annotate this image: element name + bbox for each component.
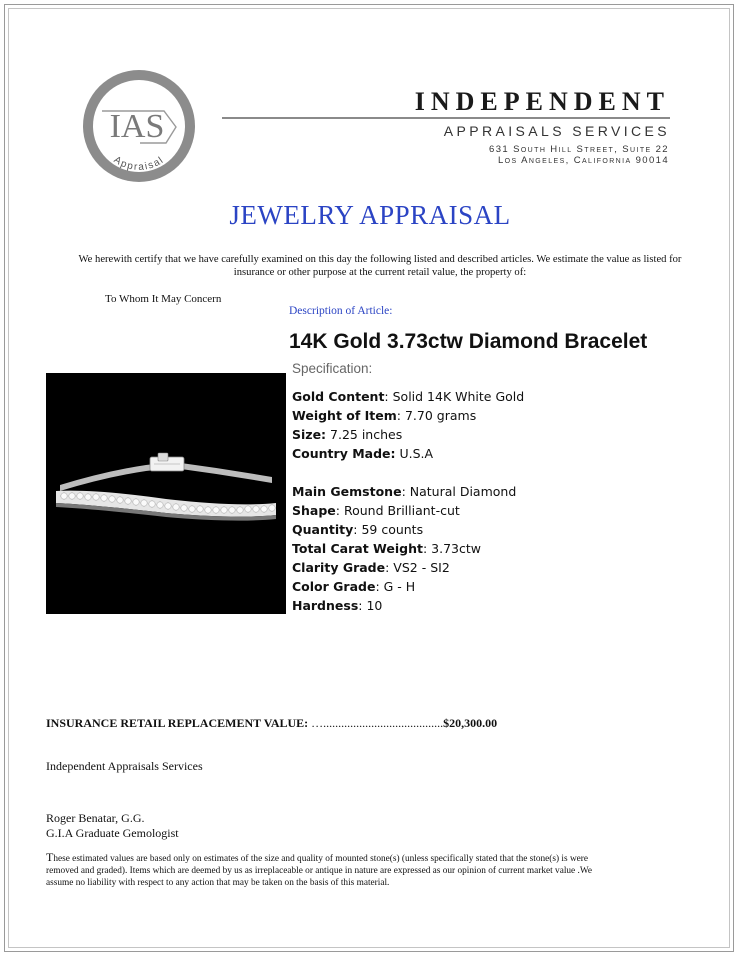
header-rule [222, 117, 670, 119]
spec-quantity: Quantity: 59 counts [292, 522, 424, 537]
disclaimer [46, 851, 601, 889]
insurance-value: $20,300.00 [443, 716, 498, 730]
spec-shape: Shape: Round Brilliant-cut [292, 503, 460, 518]
spec-spacer [292, 463, 524, 482]
spec-clarity: Clarity Grade: VS2 - SI2 [292, 560, 450, 575]
address-line-1: 631 South Hill Street, Suite 22 [489, 144, 669, 155]
signer-title: G.I.A Graduate Gemologist [46, 826, 179, 840]
description-label: Description of Article: [289, 305, 393, 317]
bracelet-photo [46, 373, 286, 614]
signoff: Independent Appraisals Services [46, 759, 203, 773]
spec-country: Country Made: U.S.A [292, 446, 434, 461]
disclaimer-text: hese estimated values are based only on estimates of the size and quality of mounted stone(s) (unless specifically stated that the stone(s) is were removed and graded). Items which are deemed by us as irreplaceable or antique in nature are expressed as our opinion of current market value .We assume no liability with respect to any action that may be taken on the basis of this material. [46, 854, 592, 888]
spec-color: Color Grade: G - H [292, 579, 416, 594]
company-name: INDEPENDENT [414, 87, 670, 116]
specification-label: Specification: [292, 361, 373, 376]
certification-text: We herewith certify that we have carefully examined on this day the following listed and described articles. We estimate the value as listed for insurance or other purpose at the current retail value, the property of: [78, 254, 682, 278]
logo-monogram: IAS [109, 108, 165, 145]
spec-size: Size: 7.25 inches [292, 427, 403, 442]
item-title: 14K Gold 3.73ctw Diamond Bracelet [289, 330, 648, 353]
spec-gold-content: Gold Content: Solid 14K White Gold [292, 389, 525, 404]
document-title: JEWELRY APPRAISAL [229, 200, 511, 230]
insurance-label: INSURANCE RETAIL REPLACEMENT VALUE: [46, 716, 309, 730]
spec-main-gemstone: Main Gemstone: Natural Diamond [292, 484, 517, 499]
spec-weight: Weight of Item: 7.70 grams [292, 408, 477, 423]
insurance-value-line [46, 716, 497, 731]
spec-hardness: Hardness: 10 [292, 598, 383, 613]
spec-total-carat: Total Carat Weight: 3.73ctw [292, 541, 481, 556]
insurance-leader-dots: …........................................ [311, 716, 444, 730]
ias-logo [80, 67, 198, 185]
specification-list [292, 387, 524, 615]
logo-ring-text: Appraisal [111, 154, 167, 174]
recipient: To Whom It May Concern [105, 293, 222, 305]
signer-name: Roger Benatar, G.G. [46, 811, 145, 825]
company-subtitle: APPRAISALS SERVICES [443, 123, 670, 139]
address-line-2: Los Angeles, California 90014 [498, 155, 669, 166]
disclaimer-initial: T [46, 850, 54, 864]
